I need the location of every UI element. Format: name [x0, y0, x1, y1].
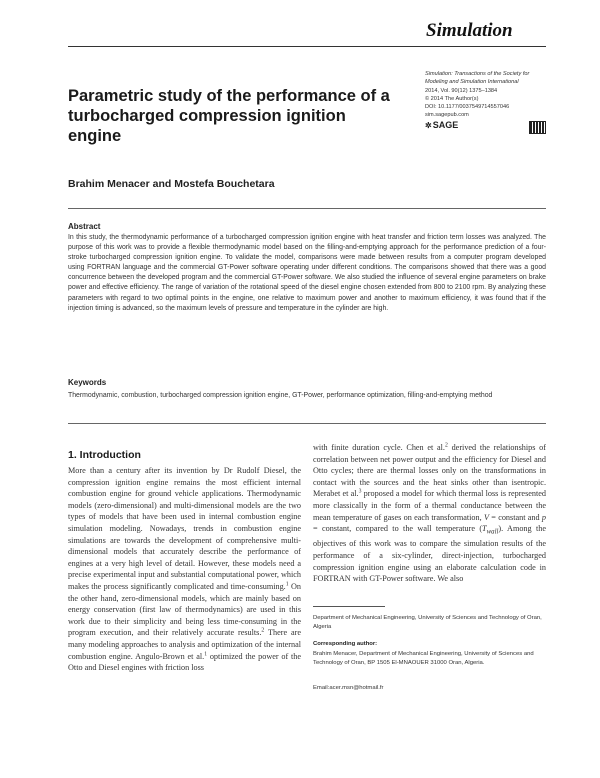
- abstract-heading: Abstract: [68, 222, 101, 231]
- body-text: derived the relationships of correlation between net power output and the efficiency for Diesel and Otto cycles; there are thermal losses only on the transformations in contact with the sources and the heat sinks other than isentropic. Merabet et al.: [313, 443, 546, 499]
- sage-logo: [425, 120, 458, 130]
- keywords-text: Thermodynamic, combustion, turbocharged compression ignition engine, GT-Power, performance optimization, filling-and-emptying method: [68, 392, 493, 399]
- sage-star-icon: ✲: [425, 121, 432, 130]
- affiliation: Department of Mechanical Engineering, University of Sciences and Technology of Oran, Algeria: [313, 615, 542, 630]
- citation-ref[interactable]: 3: [358, 488, 362, 495]
- qr-code-icon: [529, 121, 546, 134]
- body-text: with finite duration cycle. Chen et al.: [313, 443, 445, 452]
- body-text: = constant, compared to the wall temperature (: [313, 524, 483, 534]
- meta-journal-line1: Simulation: Transactions of the Society for: [425, 71, 530, 77]
- meta-website[interactable]: sim.sagepub.com: [425, 112, 469, 119]
- meta-journal-line2: Modeling and Simulation International: [425, 79, 519, 86]
- body-text: ). Among the objectives of this work was to compare the simulation results of the performance of a six-cylinder, direct-injection, turbocharged compression ignition engine using an elaborate calculation code in FORTRAN with GT-Power software. We also: [313, 524, 546, 584]
- journal-meta: [425, 70, 555, 120]
- publisher-row: [425, 120, 550, 134]
- divider: [68, 208, 546, 209]
- body-column-left: [68, 465, 301, 674]
- body-column-right: [313, 442, 546, 585]
- meta-volume: 2014, Vol. 90(12) 1375–1384: [425, 87, 498, 94]
- paper-title: Parametric study of the performance of a turbocharged compression ignition engine: [68, 87, 390, 145]
- body-text: There are many modeling approaches to analysis and optimization of the internal combustion engine. Angulo-Brown et al.: [68, 628, 302, 661]
- footnote-divider: [313, 606, 385, 607]
- citation-ref[interactable]: 1: [204, 650, 208, 657]
- variable-t: T: [482, 524, 487, 534]
- sage-logo-text: SAGE: [432, 120, 459, 130]
- body-text: More than a century after its invention by Dr Rudolf Diesel, the compression ignition engine remains the most efficient internal combustion engine for ground vehicle applications. Thermodynamic models (zero-dimensional) and multi-dimensional models are the two types of models that have been used in internal combustion engine simulation modeling. Nowadays, trends in combustion engine simulations are towards the development of comprehensive multi-dimensional models that accurately describe the performance of engines at a very high level of detail. However, these models need a precise experimental input and substantial computational power, which makes the process significantly complicated and time-consuming.: [68, 466, 301, 591]
- keywords-heading: Keywords: [68, 378, 107, 387]
- divider: [68, 423, 546, 424]
- section-heading-introduction: 1. Introduction: [68, 449, 141, 461]
- corresponding-author-details: Brahim Menacer, Department of Mechanical Engineering, University of Sciences and Technology of Oran, BP 1505 El-MNAOUER 31000 Oran, Algeria.: [313, 651, 534, 666]
- abstract-text: In this study, the thermodynamic performance of a turbocharged compression ignition engine with heat transfer and friction term losses was analyzed. The purpose of this work was to provide a flexible thermodynamic model based on the filling-and-emptying approach for the performance prediction of a four-stroke turbocharged compression ignition engine. To validate the model, comparisons were made between results from a computer program developed using FORTRAN language and the commercial GT-Power software operating under different conditions. The comparisons showed that there was a good concurrence between the developed program and the commercial GT-Power software. We also studied the influence of several engine parameters on brake power and effective efficiency. The range of variation of the rotational speed of the diesel engine chosen extended from 800 to 2100 rpm. By analyzing these parameters with regard to two optimal points in the engine, one relative to maximum power and another to maximum efficiency, it was found that if the injection timing is advanced, so the maximum levels of pressure and temperature in the cylinder are high.: [68, 234, 546, 312]
- corresponding-author-email[interactable]: Email:acer.msn@hotmail.fr: [313, 685, 384, 691]
- meta-copyright: © 2014 The Author(s): [425, 95, 479, 102]
- variable-v: V: [483, 512, 489, 522]
- citation-ref[interactable]: 2: [444, 442, 448, 449]
- variable-p: p: [541, 512, 547, 522]
- corresponding-author-heading: Corresponding author:: [313, 641, 378, 647]
- authors: Brahim Menacer and Mostefa Bouchetara: [68, 178, 275, 190]
- body-text: = constant and: [488, 512, 542, 522]
- journal-name: Simulation: [426, 20, 513, 41]
- header-rule: [68, 46, 546, 47]
- citation-ref[interactable]: 2: [261, 627, 265, 634]
- citation-ref[interactable]: 1: [285, 581, 289, 588]
- meta-doi[interactable]: DOI: 10.1177/0037549714557046: [425, 104, 510, 111]
- variable-t-subscript: wall: [486, 528, 499, 536]
- body-text: On the other hand, zero-dimensional models, which are mainly based on energy conservation (first law of thermodynamics) are used in this work due to their simplicity and being less time-consuming in the program execution, and their relatively accurate results.: [68, 581, 301, 638]
- body-text: proposed a model for which thermal loss is represented more classically in the form of a thermal conductance between the mean temperature of gases on each transformation,: [313, 489, 546, 522]
- body-text: optimized the power of the Otto and Diesel engines with friction loss: [68, 651, 301, 673]
